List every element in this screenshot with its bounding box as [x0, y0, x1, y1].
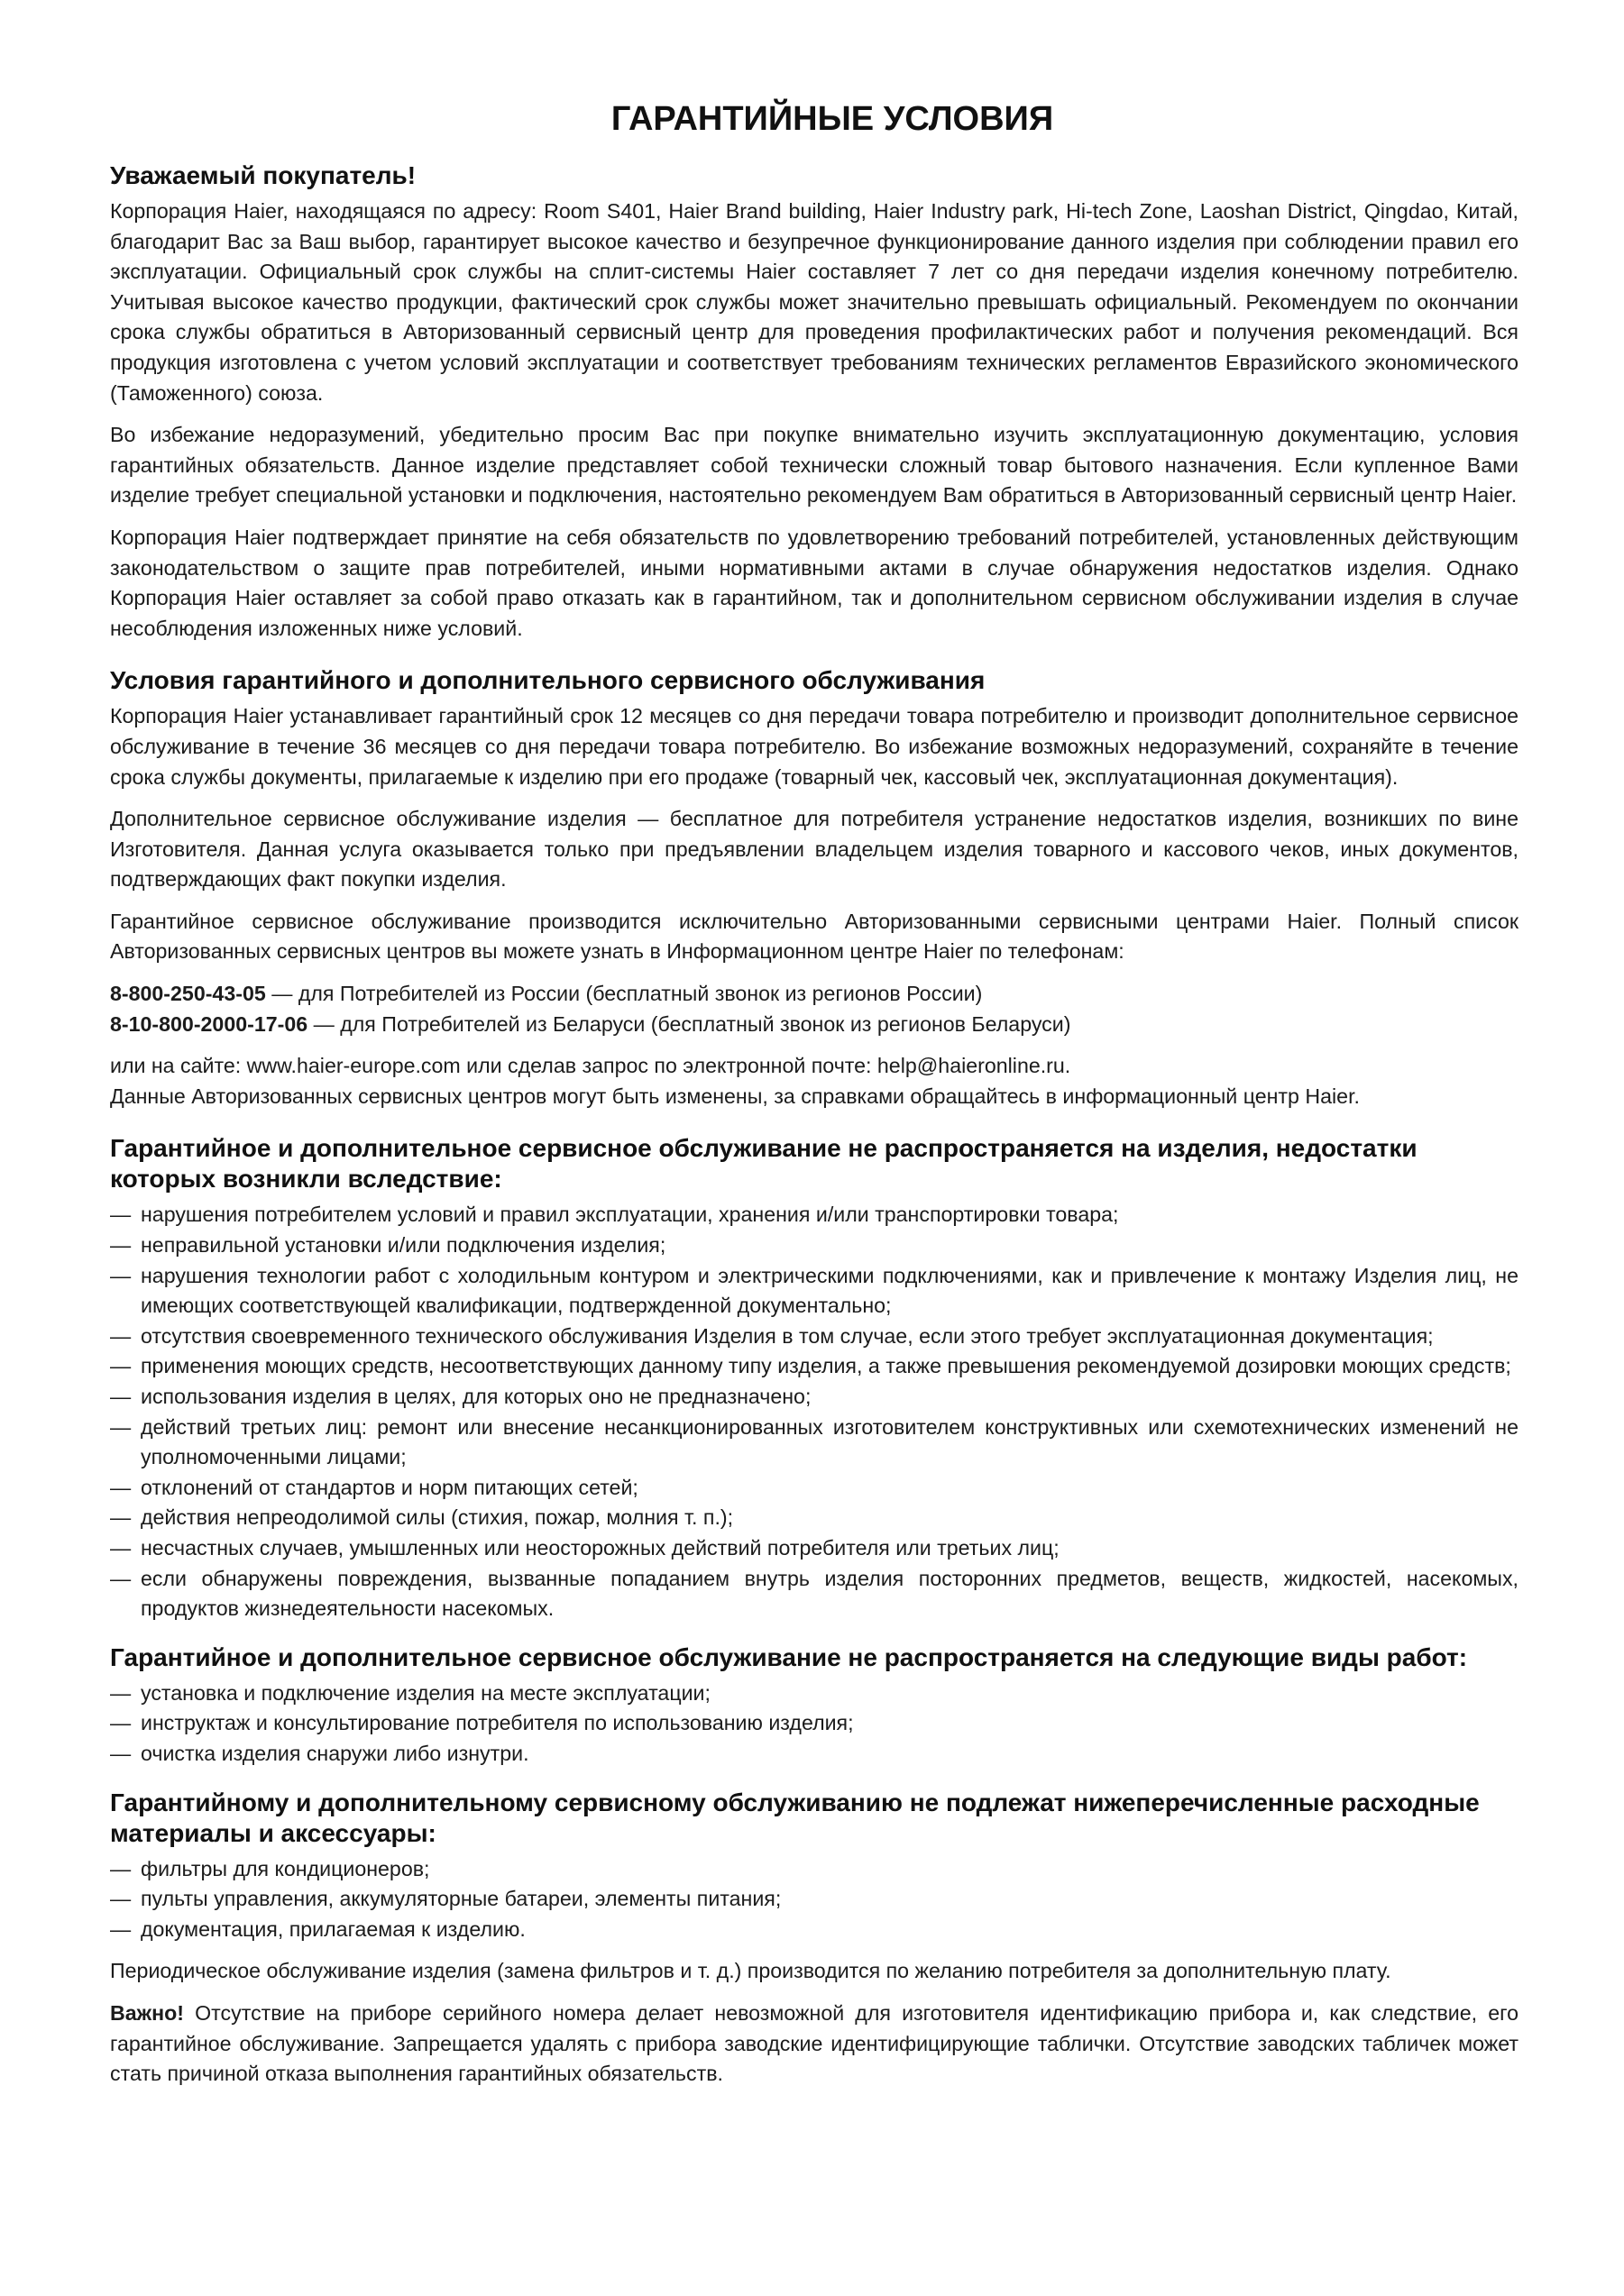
list-item: — нарушения технологии работ с холодильным контуром и электрическими подключениями, как и привлечение к монтажу Изделия лиц, не имеющих соответствующей квалификации, подтвержденной документально;: [110, 1261, 1518, 1322]
excluded-works-list: [110, 1679, 1518, 1770]
intro-paragraph: Корпорация Haier, находящаяся по адресу: Room S401, Haier Brand building, Haier Industry park, Hi-tech Zone, Laoshan District, Qingdao, Китай, благодарит Вас за Ваш выбор, гарантирует высокое качество и безупречное функционирование данного изделия при соблюдении правил его эксплуатации. Официальный срок службы на сплит-системы Haier составляет 7 лет со дня передачи изделия конечному потребителю. Учитывая высокое качество продукции, фактический срок службы может значительно превышать официальный. Рекомендуем по окончании срока службы обратиться в Авторизованный сервисный центр для проведения профилактических работ и получения рекомендаций. Вся продукция изготовлена с учетом условий эксплуатации и соответствует требованиям технических регламентов Евразийского экономического (Таможенного) союза.: [110, 199, 1518, 405]
list-item: — документация, прилагаемая к изделию.: [110, 1915, 1518, 1945]
list-item: — действия непреодолимой силы (стихия, пожар, молния т. п.);: [110, 1503, 1518, 1533]
list-item: — действий третьих лиц: ремонт или внесение несанкционированных изготовителем конструктивных или схемотехнических изменений не уполномоченными лицами;: [110, 1413, 1518, 1473]
important-text: Отсутствие на приборе серийного номера делает невозможной для изготовителя идентификацию прибора и, как следствие, его гарантийное обслуживание. Запрещается удалять с прибора заводские идентифицирующие таблички. Отсутствие заводских табличек может стать причиной отказа выполнения гарантийных обязательств.: [110, 2000, 1518, 2086]
list-item: — фильтры для кондиционеров;: [110, 1854, 1518, 1885]
service-centers-change-note: Данные Авторизованных сервисных центров могут быть изменены, за справками обращайтесь в информационный центр Haier.: [110, 1084, 1360, 1108]
section-heading-excluded-works: Гарантийное и дополнительное сервисное обслуживание не распространяется на следующие виды работ:: [110, 1642, 1468, 1671]
periodic-maintenance-note: Периодическое обслуживание изделия (замена фильтров и т. д.) производится по желанию потребителя за дополнительную плату.: [110, 1959, 1391, 1983]
service-paragraph: Корпорация Haier устанавливает гарантийный срок 12 месяцев со дня передачи товара потребителю и производит дополнительное сервисное обслуживание в течение 36 месяцев со дня передачи товара потребителю. Во избежание возможных недоразумений, сохраняйте в течение срока службы документы, прилагаемые к изделию при его продаже (товарный чек, кассовый чек, эксплуатационная документация).: [110, 704, 1518, 789]
consumables-list: [110, 1854, 1518, 1945]
list-item: — если обнаружены повреждения, вызванные попаданием внутрь изделия посторонних предметов, веществ, жидкостей, насекомых, продуктов жизнедеятельности насекомых.: [110, 1564, 1518, 1624]
section-heading-service-conditions: Условия гарантийного и дополнительного сервисного обслуживания: [110, 666, 986, 695]
important-label: Важно!: [110, 2000, 184, 2025]
intro-paragraph: Во избежание недоразумений, убедительно просим Вас при покупке внимательно изучить эксплуатационную документацию, условия гарантийных обязательств. Данное изделие представляет собой технически сложный товар бытового назначения. Если купленное Вами изделие требует специальной установки и подключения, настоятельно рекомендуем Вам обратиться в Авторизованный сервисный центр Haier.: [110, 423, 1518, 508]
list-item: — инструктаж и консультирование потребителя по использованию изделия;: [110, 1708, 1518, 1739]
list-item: — очистка изделия снаружи либо изнутри.: [110, 1739, 1518, 1770]
list-item: — применения моющих средств, несоответствующих данному типу изделия, а также превышения рекомендуемой дозировки моющих средств;: [110, 1351, 1518, 1382]
list-item: — использования изделия в целях, для которых оно не предназначено;: [110, 1382, 1518, 1413]
section-heading-consumables: Гарантийному и дополнительному сервисному обслуживанию не подлежат нижеперечисленные расходные материалы и аксессуары:: [110, 1788, 1480, 1847]
phone-number-russia[interactable]: 8-800-250-43-05: [110, 982, 266, 1006]
contact-block: [110, 1051, 1518, 1111]
list-item: — несчастных случаев, умышленных или неосторожных действий потребителя или третьих лиц;: [110, 1533, 1518, 1564]
list-item: — пульты управления, аккумуляторные батареи, элементы питания;: [110, 1884, 1518, 1915]
list-item: — отклонений от стандартов и норм питающих сетей;: [110, 1473, 1518, 1504]
exclusions-causes-list: [110, 1200, 1518, 1624]
list-item: — нарушения потребителем условий и правил эксплуатации, хранения и/или транспортировки товара;: [110, 1200, 1518, 1230]
greeting-heading: Уважаемый покупатель!: [110, 161, 417, 189]
list-item: — неправильной установки и/или подключения изделия;: [110, 1230, 1518, 1261]
phone-line-belarus: [110, 1010, 1518, 1040]
page-title: ГАРАНТИЙНЫЕ УСЛОВИЯ: [610, 100, 1054, 138]
phone-line-russia: [110, 979, 1518, 1010]
site-email-line: или на сайте: www.haier-europe.com или сделав запрос по электронной почте: help@haieronline.ru.: [110, 1054, 1071, 1078]
phone-number-belarus[interactable]: 8-10-800-2000-17-06: [110, 1011, 308, 1036]
section-heading-exclusions-causes: Гарантийное и дополнительное сервисное обслуживание не распространяется на изделия, недостатки которых возникли вследствие:: [110, 1134, 1418, 1194]
service-paragraph: Дополнительное сервисное обслуживание изделия — бесплатное для потребителя устранение недостатков изделия, возникших по вине Изготовителя. Данная услуга оказывается только при предъявлении владельцем изделия товарного и кассового чеков, иных документов, подтверждающих факт покупки изделия.: [110, 807, 1518, 892]
phone-desc-russia: — для Потребителей из России (бесплатный звонок из регионов России): [265, 982, 983, 1006]
intro-paragraph: Корпорация Haier подтверждает принятие на себя обязательств по удовлетворению требований потребителей, установленных действующим законодательством о защите прав потребителей, иными нормативными актами в случае обнаружения недостатков изделия. Однако Корпорация Haier оставляет за собой право отказать как в гарантийном, так и дополнительном сервисном обслуживании изделия в случае несоблюдения изложенных ниже условий.: [110, 525, 1518, 640]
list-item: — отсутствия своевременного технического обслуживания Изделия в том случае, если этого требует эксплуатационная документация;: [110, 1322, 1518, 1352]
list-item: — установка и подключение изделия на месте эксплуатации;: [110, 1679, 1518, 1709]
phone-desc-belarus: — для Потребителей из Беларуси (бесплатный звонок из регионов Беларуси): [307, 1011, 1071, 1036]
phone-list: [110, 979, 1518, 1039]
important-note: [110, 1999, 1518, 2090]
service-paragraph: Гарантийное сервисное обслуживание производится исключительно Авторизованными сервисными центрами Haier. Полный список Авторизованных сервисных центров вы можете узнать в Информационном центре Haier по телефонам:: [110, 909, 1518, 964]
